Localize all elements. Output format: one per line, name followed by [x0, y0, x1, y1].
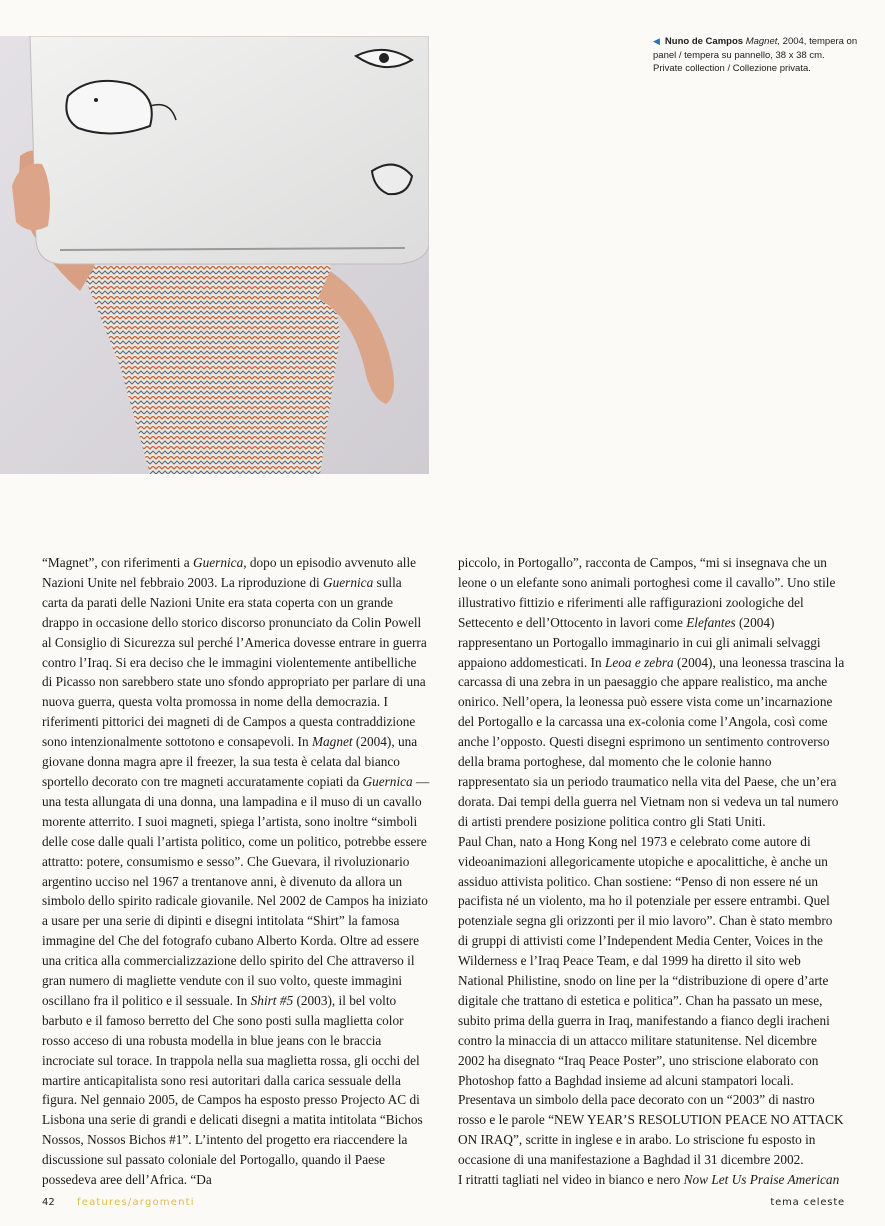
article-column-1 — [42, 553, 430, 1190]
text-run: — una testa allungata di una donna, una lampadina e il muso di un cavallo morente atterrito. I suoi magneti, spiega l’artista, sono inoltre “simboli delle cose dalle quali l’artista politico, come un politico, potrebbe essere attratto: potere, consumismo e sesso”. Che Guevara, il rivoluzionario argentino ucciso nel 1967 a trentanove anni, è divenuto da allora un simbolo dello spirito radicale giovanile. Nel 2002 de Campos ha iniziato a usare per una serie di dipinti e disegni intitolata “Shirt” la famosa immagine del Che del fotografo cubano Alberto Korda. Oltre ad essere una critica alla commercializzazione dello spirito del Che attraverso il gran numero di magliette vendute con il suo volto, queste immagini oscillano fra il politico e il sessuale. In — [42, 773, 430, 1008]
text-run: piccolo, in Portogallo”, racconta de Campos, “mi si insegnava che un leone o un elefante sono animali portoghesi come il cavallo”. Uno stile illustrativo fittizio e riferimenti alle raffigurazioni zoologiche del Settecento e dell’Ottocento in lavori come — [458, 555, 836, 630]
text-run: I ritratti tagliati nel video in bianco e nero — [458, 1172, 684, 1188]
image-caption — [653, 35, 858, 76]
article-column-2 — [458, 553, 846, 1190]
text-run: sulla carta da parati delle Nazioni Unite era stata coperta con un grande drappo in occasione dello storico discorso pronunciato da Colin Powell al Consiglio di Sicurezza sul perché l’America dovesse entrare in guerra contro l’Iraq. Si era deciso che le immagini violentemente antibelliche di Picasso non sarebbero state uno sfondo appropriato per parlare di una nuova guerra, questa volta promossa in nome della democrazia. I riferimenti pittorici dei magneti di de Campos a questa contraddizione sono intenzionalmente sottotono e consapevoli. In — [42, 574, 427, 750]
page-number: 42 — [42, 1197, 55, 1208]
text-run: (2003), il bel volto barbuto e il famoso berretto del Che sono posti sulla maglietta color rosso acceso di una robusta modella in blue jeans con le braccia incrociate sul torace. In trappola nella sua maglietta rossa, gli occhi del martire anticapitalista sono resi autoritari dalla carica sessuale della figura. Nel gennaio 2005, de Campos ha esposto presso Projecto AC di Lisbona una serie di grandi e delicati disegni a matita intitolata “Bichos Nossos, Nossos Bichos #1”. L’intento del progetto era riaccendere la discussione sul passato coloniale del Portogallo, quando il Paese possedeva aree dell’Africa. “Da — [42, 992, 423, 1188]
caption-details-1: 2004, tempera on panel / tempera su pannello, 38 x 38 cm. — [653, 36, 858, 61]
caption-details-2: Private collection / Collezione privata. — [653, 63, 811, 74]
text-run: , dopo un episodio avvenuto alle Nazioni Unite nel febbraio 2003. La riproduzione di — [42, 555, 417, 590]
text-run: (2004), una giovane donna magra apre il freezer, la sua testa è celata dal bianco sportello decorato con tre magneti accuratamente copiati da — [42, 734, 418, 789]
caption-artist: Nuno de Campos — [664, 36, 744, 47]
section-label: features/argomenti — [77, 1197, 195, 1208]
column-2-text — [458, 553, 846, 1190]
text-run: Paul Chan, nato a Hong Kong nel 1973 e celebrato come autore di videoanimazioni allegoricamente utopiche e apocalittiche, è anche un assiduo attivista politico. Chan sostiene: “Penso di non essere né un pacifista né un violento, ma ho il potenziale per essere entrambi. Quel potenziale segna gli orizzonti per il mio lavoro”. Chan è stato membro di gruppi di attivisti come l’Independent Media Center, Voices in the Wilderness e l’Iraq Peace Team, e dal 1999 ha diretto il sito web National Philistine, snodo on line per la “distribuzione di opere d’arte digitale che trattano di estetica e politica”. Chan ha passato un mese, subito prima della guerra in Iraq, manifestando a fianco degli iracheni contro la minaccia di un attacco militare statunitense. Nel dicembre 2002 ha disegnato “Iraq Peace Poster”, uno striscione elaborato con Photoshop fatto a Baghdad insieme ad alcuni stampatori locali. Presentava un simbolo della pace decorato con un “2003” di nastro rosso e le parole “NEW YEAR’S RESOLUTION PEACE NO ATTACK ON IRAQ”, scritte in inglese e in arabo. Lo striscione fu esposto in occasione di una manifestazione a Baghdad il 31 dicembre 2002. — [458, 833, 844, 1168]
page-footer — [0, 1197, 885, 1213]
italic-work-title: Guernica — [323, 574, 374, 590]
italic-work-title: Shirt #5 — [250, 992, 294, 1008]
magazine-name: tema celeste — [770, 1197, 845, 1208]
text-run: (2004) rappresentano un Portogallo immaginario in cui gli animali selvaggi appaiono addomesticati. In — [458, 614, 821, 670]
magnet-painting — [0, 36, 429, 474]
caption-arrow-icon: ◀ — [653, 36, 660, 46]
italic-work-title: Guernica — [362, 773, 413, 789]
italic-work-title: Now Let Us Praise American — [683, 1172, 840, 1188]
italic-work-title: Leoa e zebra — [604, 654, 674, 670]
italic-work-title: Elefantes — [686, 614, 736, 630]
artwork-image — [0, 36, 429, 474]
column-1-text — [42, 553, 430, 1190]
text-run: (2004), una leonessa trascina la carcassa di una zebra in un paesaggio che appare realistico, ma anche onirico. Nell’opera, la leonessa può essere vista come un’incarnazione del Portogallo e la carcassa una ex-colonia come l’Angola, così come anche l’opposto. Questi disegni esprimono un sentimento controverso della brama portoghese, dal momento che le colonie hanno rappresentato sia un periodo traumatico nella vita del Paese, che un’era dorata. Dai tempi della guerra nel Vietnam non si vedeva un tal numero di artisti prendere posizione politica contro gli Stati Uniti. — [458, 654, 845, 829]
caption-title: Magnet, — [745, 36, 781, 47]
italic-work-title: Guernica — [193, 555, 244, 570]
text-run: “Magnet”, con riferimenti a — [42, 555, 193, 570]
italic-work-title: Magnet — [311, 734, 353, 750]
